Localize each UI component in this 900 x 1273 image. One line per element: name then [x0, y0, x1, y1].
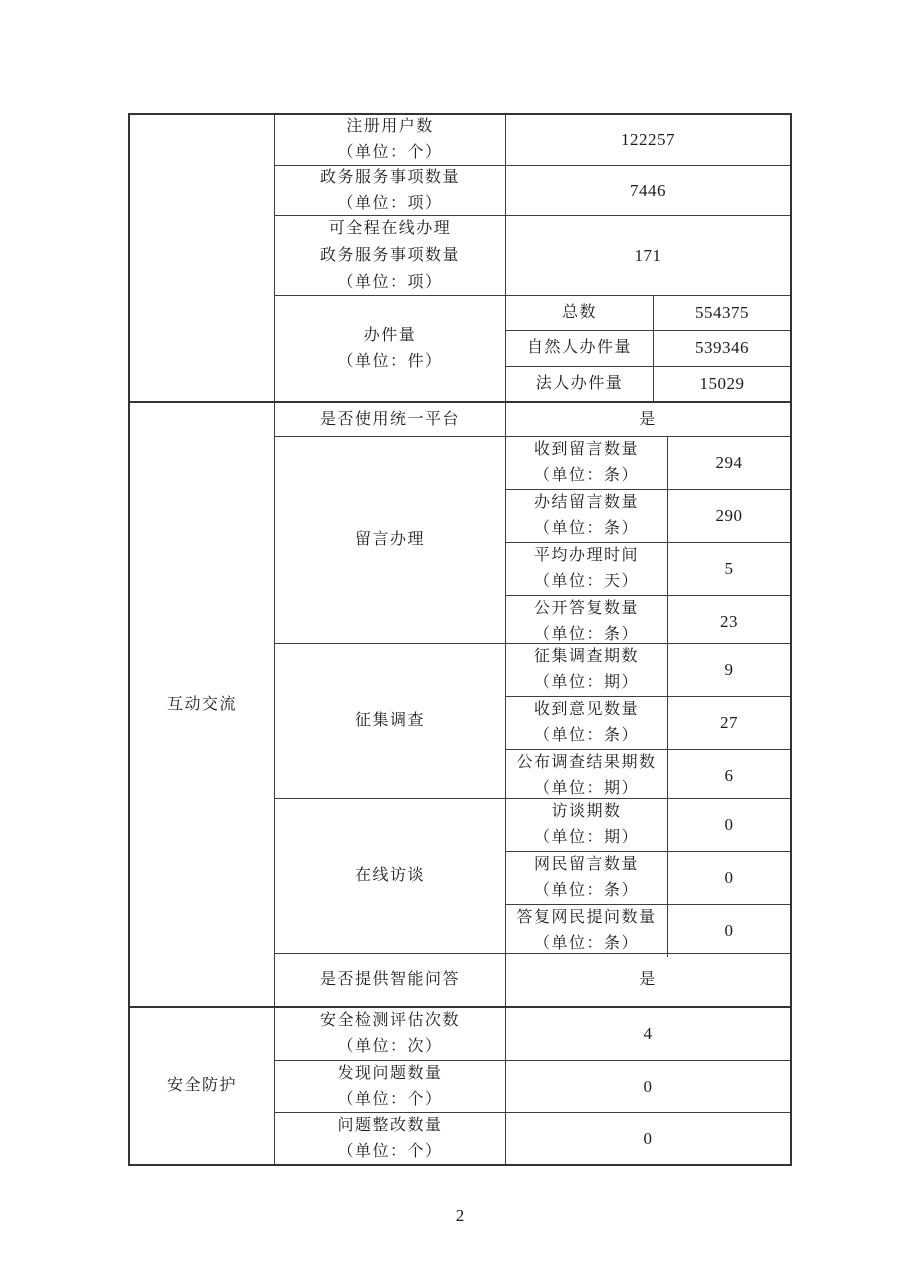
sub-value-cell: [668, 697, 790, 749]
sub-label-cell: [506, 750, 668, 802]
value-cell: [506, 403, 790, 436]
item-unit: （单位：项）: [337, 194, 443, 212]
table-group-surveys: [275, 643, 790, 798]
table-group-caseload: [275, 295, 790, 401]
sub-label: 自然人办件量: [526, 339, 632, 357]
sub-value: 294: [715, 453, 743, 472]
table-group-message-handling: [275, 436, 790, 643]
category-label: 安全防护: [166, 1077, 237, 1094]
group-label: 征集调查: [354, 712, 425, 729]
sub-label-cell: [506, 543, 668, 595]
sub-label: 答复网民提问数量: [516, 909, 657, 926]
item-label: 安全检测评估次数: [319, 1012, 460, 1029]
category-cell: [130, 1008, 275, 1164]
sub-label-cell: [506, 437, 668, 489]
table-row-problems-rectified: [275, 1112, 790, 1164]
sub-unit: （单位：天）: [533, 573, 639, 590]
subrow-natural-person: [506, 330, 790, 365]
group-subrows: [506, 296, 790, 401]
sub-value: 554375: [695, 303, 749, 323]
item-unit: （单位：个）: [337, 1142, 443, 1160]
value-cell: [506, 954, 790, 1006]
item-label-cell: [275, 1113, 506, 1164]
group-label: 在线访谈: [354, 867, 425, 884]
sub-value: 27: [720, 713, 738, 732]
sub-unit: （单位：期）: [533, 780, 639, 797]
sub-value-cell: [668, 799, 790, 851]
subrow-public-replies: [506, 595, 790, 648]
sub-label: 办结留言数量: [533, 494, 639, 511]
item-label-line2: 政务服务事项数量: [319, 247, 460, 264]
value-cell: [506, 166, 790, 215]
section-rows: [275, 115, 790, 401]
section-rows: [275, 1008, 790, 1164]
item-value: 7446: [630, 180, 666, 200]
sub-value-cell: [654, 331, 790, 365]
item-label-cell: [275, 216, 506, 295]
table-row-unified-platform: [275, 403, 790, 436]
group-subrows: [506, 437, 790, 643]
sub-value-cell: [668, 490, 790, 542]
item-unit: （单位：个）: [337, 1090, 443, 1108]
sub-unit: （单位：条）: [533, 935, 639, 952]
subrow-messages-received: [506, 437, 790, 489]
table-row-problems-found: [275, 1060, 790, 1112]
sub-value-cell: [654, 367, 790, 401]
sub-value: 0: [724, 921, 734, 940]
sub-label: 公开答复数量: [533, 600, 639, 617]
subrow-survey-periods: [506, 644, 790, 696]
sub-unit: （单位：条）: [533, 626, 639, 643]
sub-unit: （单位：条）: [533, 727, 639, 744]
item-value: 171: [634, 245, 662, 265]
sub-label: 平均办理时间: [533, 547, 639, 564]
item-label: 是否提供智能问答: [319, 971, 460, 988]
group-subrows: [506, 644, 790, 798]
item-label-cell: [275, 1008, 506, 1060]
sub-label: 征集调查期数: [533, 648, 639, 665]
group-subrows: [506, 799, 790, 953]
sub-label: 网民留言数量: [533, 856, 639, 873]
sub-label-cell: [506, 799, 668, 851]
item-label-cell: [275, 1061, 506, 1112]
sub-value: 23: [720, 612, 738, 631]
sub-label: 公布调查结果期数: [516, 754, 657, 771]
value-cell: [506, 216, 790, 295]
table-section-interaction: [130, 401, 790, 1006]
sub-label: 收到留言数量: [533, 441, 639, 458]
table-row-registered-users: [275, 115, 790, 165]
item-label-cell: [275, 166, 506, 215]
value-cell: [506, 1061, 790, 1112]
section-rows: [275, 403, 790, 1006]
sub-value-cell: [668, 543, 790, 595]
sub-value: 539346: [695, 338, 749, 358]
sub-label: 收到意见数量: [533, 701, 639, 718]
sub-unit: （单位：期）: [533, 674, 639, 691]
subrow-opinions-received: [506, 696, 790, 749]
sub-value-cell: [668, 644, 790, 696]
subrow-average-handling-time: [506, 542, 790, 595]
subrow-results-published: [506, 749, 790, 802]
item-label: 政务服务事项数量: [319, 168, 460, 186]
sub-value: 0: [724, 815, 734, 834]
sub-value: 6: [724, 766, 734, 785]
group-unit: （单位：件）: [337, 352, 443, 370]
item-value: 4: [643, 1024, 653, 1043]
sub-value-cell: [668, 852, 790, 904]
sub-value-cell: [668, 905, 790, 957]
table-section-services: [130, 115, 790, 401]
sub-label-cell: [506, 490, 668, 542]
item-value: 是: [639, 410, 657, 428]
sub-unit: （单位：期）: [533, 829, 639, 846]
sub-value-cell: [654, 296, 790, 330]
item-unit: （单位：项）: [337, 274, 443, 291]
sub-value: 0: [724, 868, 734, 887]
value-cell: [506, 1008, 790, 1060]
category-cell: [130, 403, 275, 1006]
sub-label-cell: [506, 331, 654, 365]
item-value: 122257: [621, 130, 675, 149]
subrow-netizen-messages: [506, 851, 790, 904]
sub-label: 访谈期数: [551, 803, 622, 820]
sub-label: 法人办件量: [535, 374, 624, 392]
value-cell: [506, 115, 790, 165]
sub-label: 总数: [561, 304, 597, 322]
group-label-cell: [275, 296, 506, 401]
item-label-cell: [275, 115, 506, 165]
item-value: 0: [643, 1076, 653, 1096]
report-table: [128, 113, 792, 1166]
group-label-cell: [275, 799, 506, 953]
sub-unit: （单位：条）: [533, 520, 639, 537]
table-row-smart-qa: [275, 953, 790, 1006]
subrow-interview-periods: [506, 799, 790, 851]
sub-value-cell: [668, 596, 790, 648]
sub-label-cell: [506, 697, 668, 749]
subrow-questions-answered: [506, 904, 790, 957]
item-label: 发现问题数量: [337, 1064, 443, 1082]
sub-unit: （单位：条）: [533, 467, 639, 484]
item-unit: （单位：个）: [337, 144, 443, 161]
group-label-cell: [275, 644, 506, 798]
sub-label-cell: [506, 296, 654, 330]
sub-value: 290: [715, 506, 743, 525]
sub-unit: （单位：条）: [533, 882, 639, 899]
sub-label-cell: [506, 852, 668, 904]
sub-value-cell: [668, 750, 790, 802]
item-value: 是: [639, 971, 657, 988]
sub-label-cell: [506, 644, 668, 696]
item-unit: （单位：次）: [337, 1038, 443, 1055]
item-value: 0: [643, 1128, 653, 1148]
subrow-total: [506, 296, 790, 330]
sub-label-cell: [506, 367, 654, 401]
group-label: 办件量: [363, 326, 417, 344]
sub-value: 9: [724, 660, 734, 679]
item-label-line1: 可全程在线办理: [328, 220, 452, 237]
page-number: 2: [455, 1206, 465, 1225]
table-section-security: [130, 1006, 790, 1164]
sub-value: 5: [724, 559, 734, 578]
item-label: 注册用户数: [346, 118, 434, 135]
table-row-service-items: [275, 165, 790, 215]
item-label: 是否使用统一平台: [319, 410, 460, 428]
value-cell: [506, 1113, 790, 1164]
item-label-cell: [275, 954, 506, 1006]
category-label: 互动交流: [166, 695, 237, 713]
table-row-online-service-items: [275, 215, 790, 295]
category-cell: [130, 115, 275, 401]
subrow-legal-person: [506, 366, 790, 401]
subrow-messages-resolved: [506, 489, 790, 542]
item-label: 问题整改数量: [337, 1116, 443, 1134]
sub-value: 15029: [699, 373, 745, 393]
sub-label-cell: [506, 596, 668, 648]
group-label-cell: [275, 437, 506, 643]
item-label-cell: [275, 403, 506, 436]
group-label: 留言办理: [354, 531, 425, 548]
sub-label-cell: [506, 905, 668, 957]
table-row-security-assessments: [275, 1008, 790, 1060]
sub-value-cell: [668, 437, 790, 489]
table-group-online-interviews: [275, 798, 790, 953]
